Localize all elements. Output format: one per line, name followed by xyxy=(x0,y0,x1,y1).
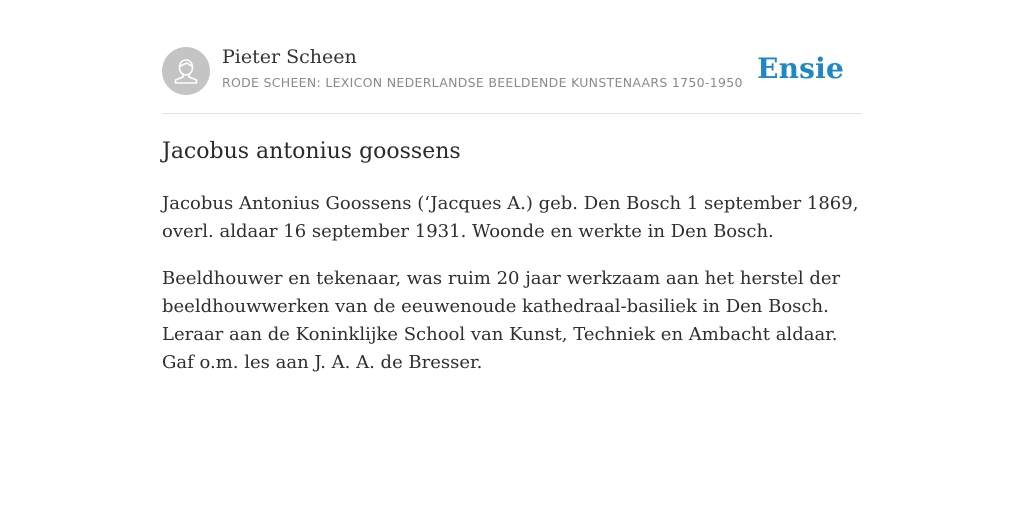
avatar[interactable] xyxy=(162,47,210,95)
article-header xyxy=(162,46,862,96)
ensie-logo[interactable]: Ensie xyxy=(757,52,844,85)
article-paragraph: Beeldhouwer en tekenaar, was ruim 20 jaar werkzaam aan het herstel der beeldhouwwerken van de eeuwenoude kathedraal-basiliek in Den Bosch. Leraar aan de Koninklijke School van Kunst, Techniek en Ambacht aldaar. Gaf o.m. les aan J. A. A. de Bresser. xyxy=(162,268,841,373)
article-body xyxy=(162,190,868,396)
author-name[interactable]: Pieter Scheen xyxy=(222,46,357,68)
header-divider xyxy=(162,113,862,114)
article-paragraph: Jacobus Antonius Goossens (‘Jacques A.) geb. Den Bosch 1 september 1869, overl. aldaar 16 september 1931. Woonde en werkte in Den Bosch. xyxy=(162,193,859,242)
source-label[interactable]: RODE SCHEEN: LEXICON NEDERLANDSE BEELDENDE KUNSTENAARS 1750-1950 xyxy=(222,75,743,90)
article-title: Jacobus antonius goossens xyxy=(162,139,461,164)
user-icon xyxy=(162,47,210,95)
